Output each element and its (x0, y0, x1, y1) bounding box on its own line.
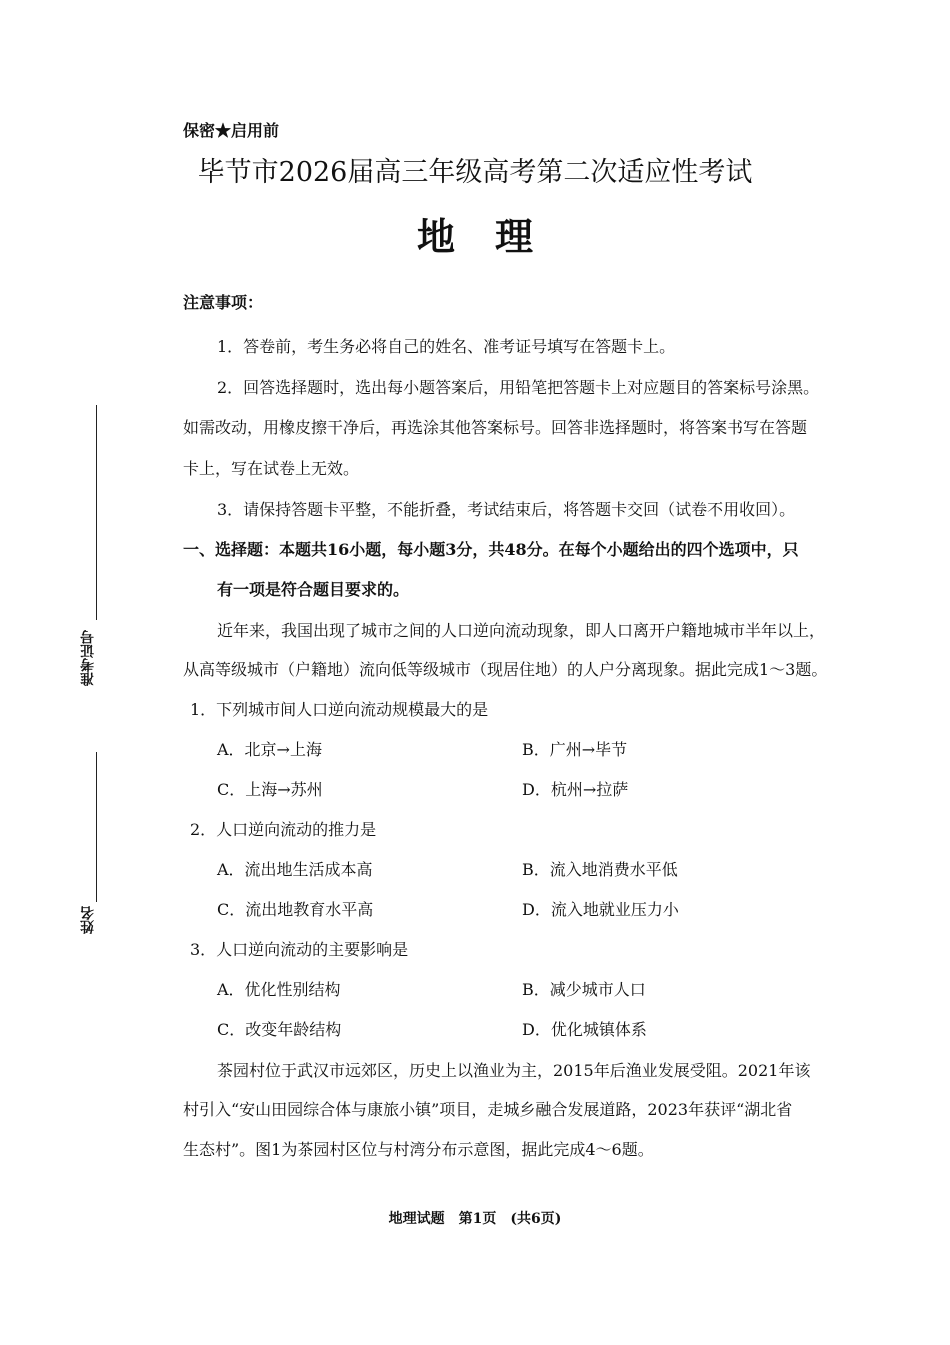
subject-title: 地理 (416, 214, 573, 259)
question-2-option-b: B．流入地消费水平低 (522, 860, 678, 879)
question-1-option-d: D．杭州→拉萨 (522, 780, 629, 799)
note-item-2-line-1: 2．回答选择题时，选出每小题答案后，用铅笔把答题卡上对应题目的答案标号涂黑。 (217, 378, 820, 397)
question-1-stem: 1．下列城市间人口逆向流动规模最大的是 (190, 700, 489, 719)
question-3-option-a: A．优化性别结构 (217, 980, 341, 999)
exam-id-line (96, 405, 97, 620)
note-item-3: 3．请保持答题卡平整，不能折叠，考试结束后，将答题卡交回（试卷不用收回）。 (217, 500, 796, 519)
question-3-option-c: C．改变年龄结构 (217, 1020, 342, 1039)
question-3-stem: 3．人口逆向流动的主要影响是 (190, 940, 409, 959)
notes-heading: 注意事项： (183, 293, 264, 312)
note-item-1: 1．答卷前，考生务必将自己的姓名、准考证号填写在答题卡上。 (217, 337, 676, 356)
question-3-option-d: D．优化城镇体系 (522, 1020, 647, 1039)
note-item-2-line-3: 卡上，写在试卷上无效。 (183, 459, 360, 478)
name-line (96, 752, 97, 902)
question-2-option-a: A．流出地生活成本高 (217, 860, 373, 879)
question-1-option-c: C．上海→苏州 (217, 780, 323, 799)
passage-2-line-2: 村引入“安山田园综合体与康旅小镇”项目，走城乡融合发展道路，2023年获评“湖北省 (183, 1100, 793, 1119)
question-1-option-a: A．北京→上海 (217, 740, 322, 759)
secret-label: 保密★启用前 (183, 121, 280, 140)
question-3-option-b: B．减少城市人口 (522, 980, 646, 999)
passage-2-line-1: 茶园村位于武汉市远郊区，历史上以渔业为主，2015年后渔业发展受阻。2021年该 (217, 1061, 811, 1080)
page-footer: 地理试题 第1页 (共6页) (388, 1211, 562, 1227)
question-2-option-c: C．流出地教育水平高 (217, 900, 374, 919)
question-2-stem: 2．人口逆向流动的推力是 (190, 820, 377, 839)
question-2-option-d: D．流入地就业压力小 (522, 900, 679, 919)
exam-title: 毕节市2026届高三年级高考第二次适应性考试 (197, 157, 753, 188)
passage-1-line-1: 近年来，我国出现了城市之间的人口逆向流动现象，即人口离开户籍地城市半年以上， (217, 621, 826, 640)
passage-2-line-3: 生态村”。图1为茶园村区位与村湾分布示意图，据此完成4～6题。 (183, 1140, 654, 1159)
passage-1-line-2: 从高等级城市（户籍地）流向低等级城市（现居住地）的人户分离现象。据此完成1～3题。 (183, 660, 828, 679)
section-1-line-2: 有一项是符合题目要求的。 (217, 580, 410, 599)
question-1-option-b: B．广州→毕节 (522, 740, 628, 759)
name-label: 姓名 (80, 906, 96, 934)
section-1-line-1: 一、选择题：本题共16小题，每小题3分，共48分。在每个小题给出的四个选项中，只 (183, 540, 799, 559)
exam-id-label: 准考证号 (80, 630, 96, 686)
note-item-2-line-2: 如需改动，用橡皮擦干净后，再选涂其他答案标号。回答非选择题时，将答案书写在答题 (183, 418, 808, 437)
